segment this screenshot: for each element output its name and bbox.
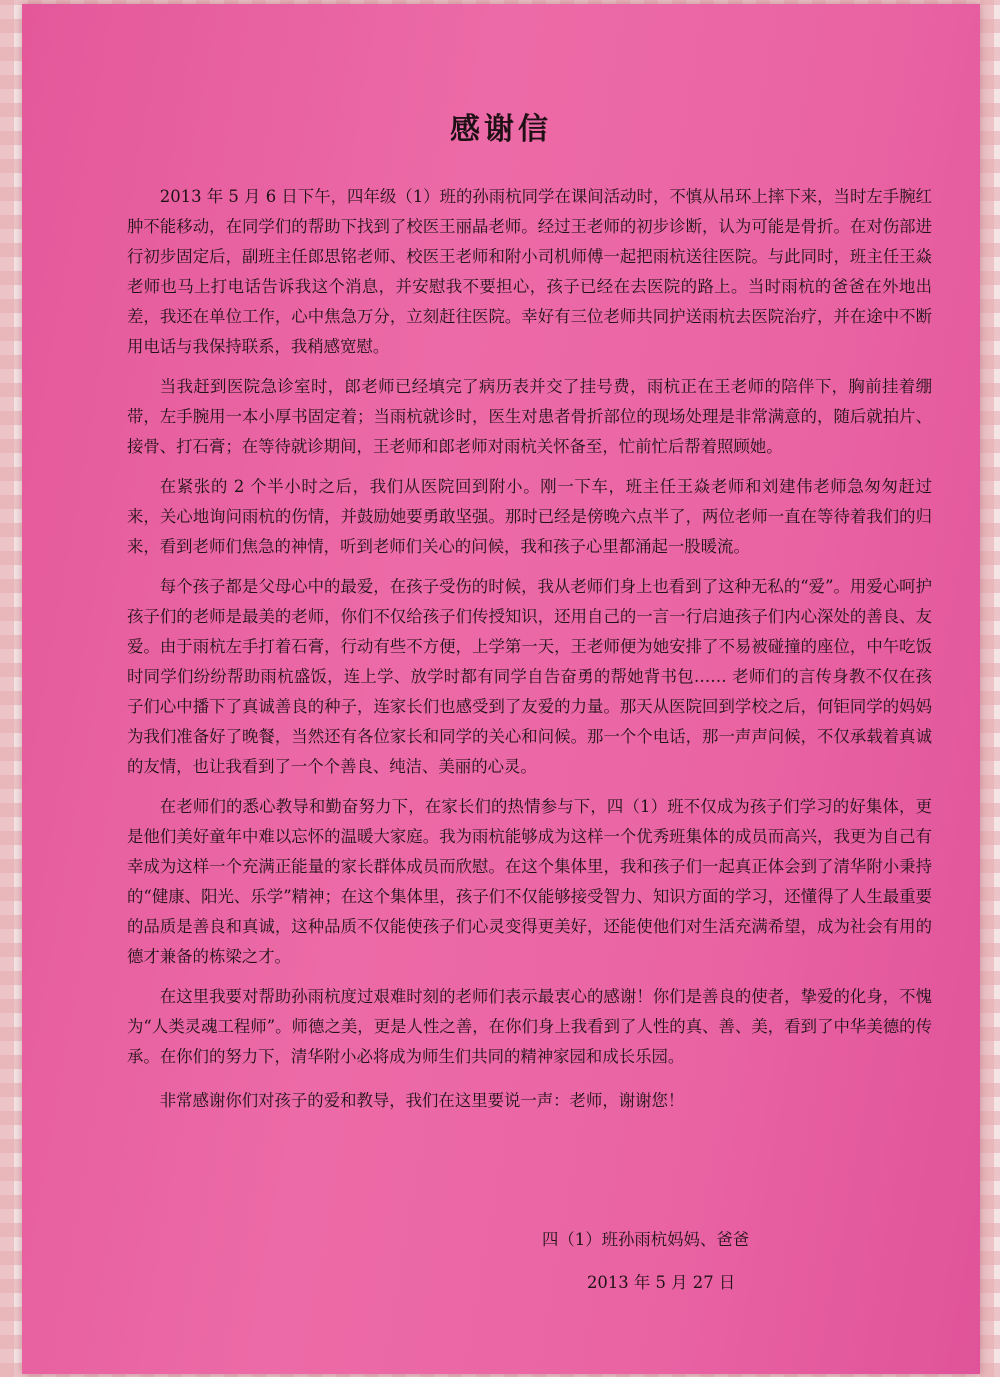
signature: 四（1）班孙雨杭妈妈、爸爸 bbox=[542, 1230, 750, 1249]
paragraph-2: 当我赶到医院急诊室时，郎老师已经填完了病历表并交了挂号费，雨杭正在王老师的陪伴下，胸前挂着绷带，左手腕用一本小厚书固定着；当雨杭就诊时，医生对患者骨折部位的现场处理是非常满意的，随后就拍片、接骨、打石膏；在等待就诊期间，王老师和郎老师对雨杭关怀备至，忙前忙后帮着照顾她。 bbox=[127, 377, 932, 456]
letter-title: 感谢信 bbox=[450, 112, 552, 147]
paragraph-5: 在老师们的悉心教导和勤奋努力下，在家长们的热情参与下，四（1）班不仅成为孩子们学习的好集体，更是他们美好童年中难以忘怀的温暖大家庭。我为雨杭能够成为这样一个优秀班集体的成员而高兴，我更为自己有幸成为这样一个充满正能量的家长群体成员而欣慰。在这个集体里，我和孩子们一起真正体会到了清华附小秉持的“健康、阳光、乐学”精神；在这个集体里，孩子们不仅能够接受智力、知识方面的学习，还懂得了人生最重要的品质是善良和真诚，这种品质不仅能使孩子们心灵变得更美好，还能使他们对生活充满希望，成为社会有用的德才兼备的栋梁之才。 bbox=[127, 797, 932, 966]
paragraph-6: 在这里我要对帮助孙雨杭度过艰难时刻的老师们表示最衷心的感谢！你们是善良的使者，挚爱的化身，不愧为“人类灵魂工程师”。师德之美，更是人性之善，在你们身上我看到了人性的真、善、美，看到了中华美德的传承。在你们的努力下，清华附小必将成为师生们共同的精神家园和成长乐园。 bbox=[127, 987, 932, 1066]
letter-date: 2013 年 5 月 27 日 bbox=[587, 1273, 736, 1292]
closing-line: 非常感谢你们对孩子的爱和教导，我们在这里要说一声：老师，谢谢您！ bbox=[159, 1091, 685, 1110]
paragraph-4: 每个孩子都是父母心中的最爱，在孩子受伤的时候，我从老师们身上也看到了这种无私的“爱”。用爱心呵护孩子们的老师是最美的老师，你们不仅给孩子们传授知识，还用自己的一言一行启迪孩子们内心深处的善良、友爱。由于雨杭左手打着石膏，行动有些不方便，上学第一天，王老师便为她安排了不易被碰撞的座位，中午吃饭时同学们纷纷帮助雨杭盛饭，连上学、放学时都有同学自告奋勇的帮她背书包…… 老师们的言传身教不仅在孩子们心中播下了真诚善良的种子，连家长们也感受到了友爱的力量。那天从医院回到学校之后，何钜同学的妈妈为我们准备好了晚餐，当然还有各位家长和同学的关心和问候。那一个个电话，那一声声问候，不仅承载着真诚的友情，也让我看到了一个个善良、纯洁、美丽的心灵。 bbox=[127, 577, 932, 776]
letter-body bbox=[127, 182, 932, 1116]
paragraph-3: 在紧张的 2 个半小时之后，我们从医院回到附小。刚一下车，班主任王焱老师和刘建伟老师急匆匆赶过来，关心地询问雨杭的伤情，并鼓励她要勇敢坚强。那时已经是傍晚六点半了，两位老师一直在等待着我们的归来，看到老师们焦急的神情，听到老师们关心的问候，我和孩子心里都涌起一股暖流。 bbox=[127, 477, 932, 556]
letter-paper bbox=[22, 4, 980, 1374]
paragraph-1: 2013 年 5 月 6 日下午，四年级（1）班的孙雨杭同学在课间活动时，不慎从吊环上摔下来，当时左手腕红肿不能移动，在同学们的帮助下找到了校医王丽晶老师。经过王老师的初步诊断，认为可能是骨折。在对伤部进行初步固定后，副班主任郎思铭老师、校医王老师和附小司机师傅一起把雨杭送往医院。与此同时，班主任王焱老师也马上打电话告诉我这个消息，并安慰我不要担心，孩子已经在去医院的路上。当时雨杭的爸爸在外地出差，我还在单位工作，心中焦急万分，立刻赶往医院。幸好有三位老师共同护送雨杭去医院治疗，并在途中不断用电话与我保持联系，我稍感宽慰。 bbox=[127, 187, 932, 356]
